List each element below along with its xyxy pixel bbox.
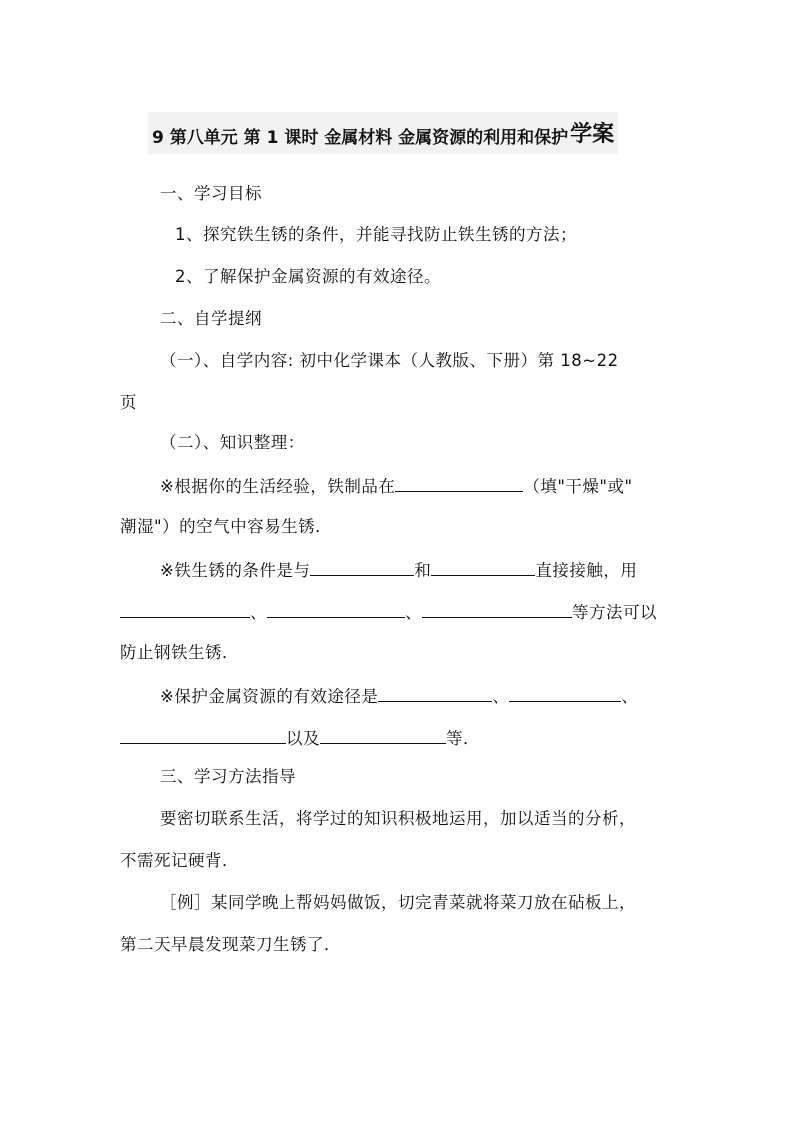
question-1-line-1 bbox=[160, 474, 633, 498]
method-para-line-1: 要密切联系生活，将学过的知识积极地运用，加以适当的分析， bbox=[160, 809, 636, 828]
fill-blank[interactable] bbox=[267, 600, 405, 618]
method-para-line-2: 不需死记硬背． bbox=[120, 851, 239, 870]
q1-text-b: （填"干燥"或" bbox=[523, 477, 633, 496]
study-content-line-2: 页 bbox=[120, 393, 137, 412]
q2-text-c: 直接接触，用 bbox=[535, 561, 638, 580]
q2-text-a: ※铁生锈的条件是与 bbox=[160, 561, 311, 580]
q3-sep-2: 、 bbox=[621, 687, 639, 706]
q3-text-a: ※保护金属资源的有效途径是 bbox=[160, 687, 379, 706]
fill-blank[interactable] bbox=[320, 726, 446, 744]
example-line-2: 第二天早晨发现菜刀生锈了． bbox=[120, 935, 341, 954]
fill-blank[interactable] bbox=[310, 558, 414, 576]
goal-2: 2、了解保护金属资源的有效途径。 bbox=[175, 267, 441, 286]
fill-blank[interactable] bbox=[509, 684, 621, 702]
section-heading-method: 三、学习方法指导 bbox=[160, 767, 296, 786]
question-2-line-3: 防止钢铁生锈． bbox=[120, 643, 239, 662]
goal-1: 1、探究铁生锈的条件，并能寻找防止铁生锈的方法； bbox=[175, 225, 577, 244]
study-content-line-1: （一）、自学内容: 初中化学课本（人教版、下册）第 18~22 bbox=[160, 351, 619, 370]
question-3-line-1 bbox=[160, 684, 638, 708]
q3-text-c: 等． bbox=[446, 729, 480, 748]
fill-blank[interactable] bbox=[431, 558, 535, 576]
fill-blank[interactable] bbox=[120, 600, 250, 618]
question-2-line-2 bbox=[120, 600, 657, 624]
q2-sep-2: 、 bbox=[405, 603, 422, 622]
q1-text-a: ※根据你的生活经验，铁制品在 bbox=[160, 477, 396, 496]
q2-text-b: 和 bbox=[414, 561, 432, 580]
question-3-line-2 bbox=[120, 726, 480, 750]
q3-text-b: 以及 bbox=[286, 729, 320, 748]
knowledge-heading: （二）、知识整理： bbox=[160, 433, 305, 452]
fill-blank[interactable] bbox=[378, 684, 492, 702]
title-suffix: 学案 bbox=[570, 122, 615, 147]
title-main: 9 第八单元 第 1 课时 金属材料 金属资源的利用和保护 bbox=[152, 128, 569, 148]
question-1-line-2: 潮湿"）的空气中容易生锈． bbox=[120, 517, 333, 536]
section-heading-goals: 一、学习目标 bbox=[160, 184, 262, 203]
document-title bbox=[148, 112, 618, 154]
section-heading-outline: 二、自学提纲 bbox=[160, 309, 262, 328]
fill-blank[interactable] bbox=[120, 726, 286, 744]
question-2-line-1 bbox=[160, 558, 637, 582]
fill-blank[interactable] bbox=[422, 600, 572, 618]
fill-blank[interactable] bbox=[395, 474, 523, 492]
q2-text-d: 等方法可以 bbox=[572, 603, 657, 622]
q2-sep-1: 、 bbox=[250, 603, 267, 622]
q3-sep-1: 、 bbox=[492, 687, 510, 706]
example-line-1: ［例］某同学晚上帮妈妈做饭，切完青菜就将菜刀放在砧板上， bbox=[160, 893, 636, 912]
